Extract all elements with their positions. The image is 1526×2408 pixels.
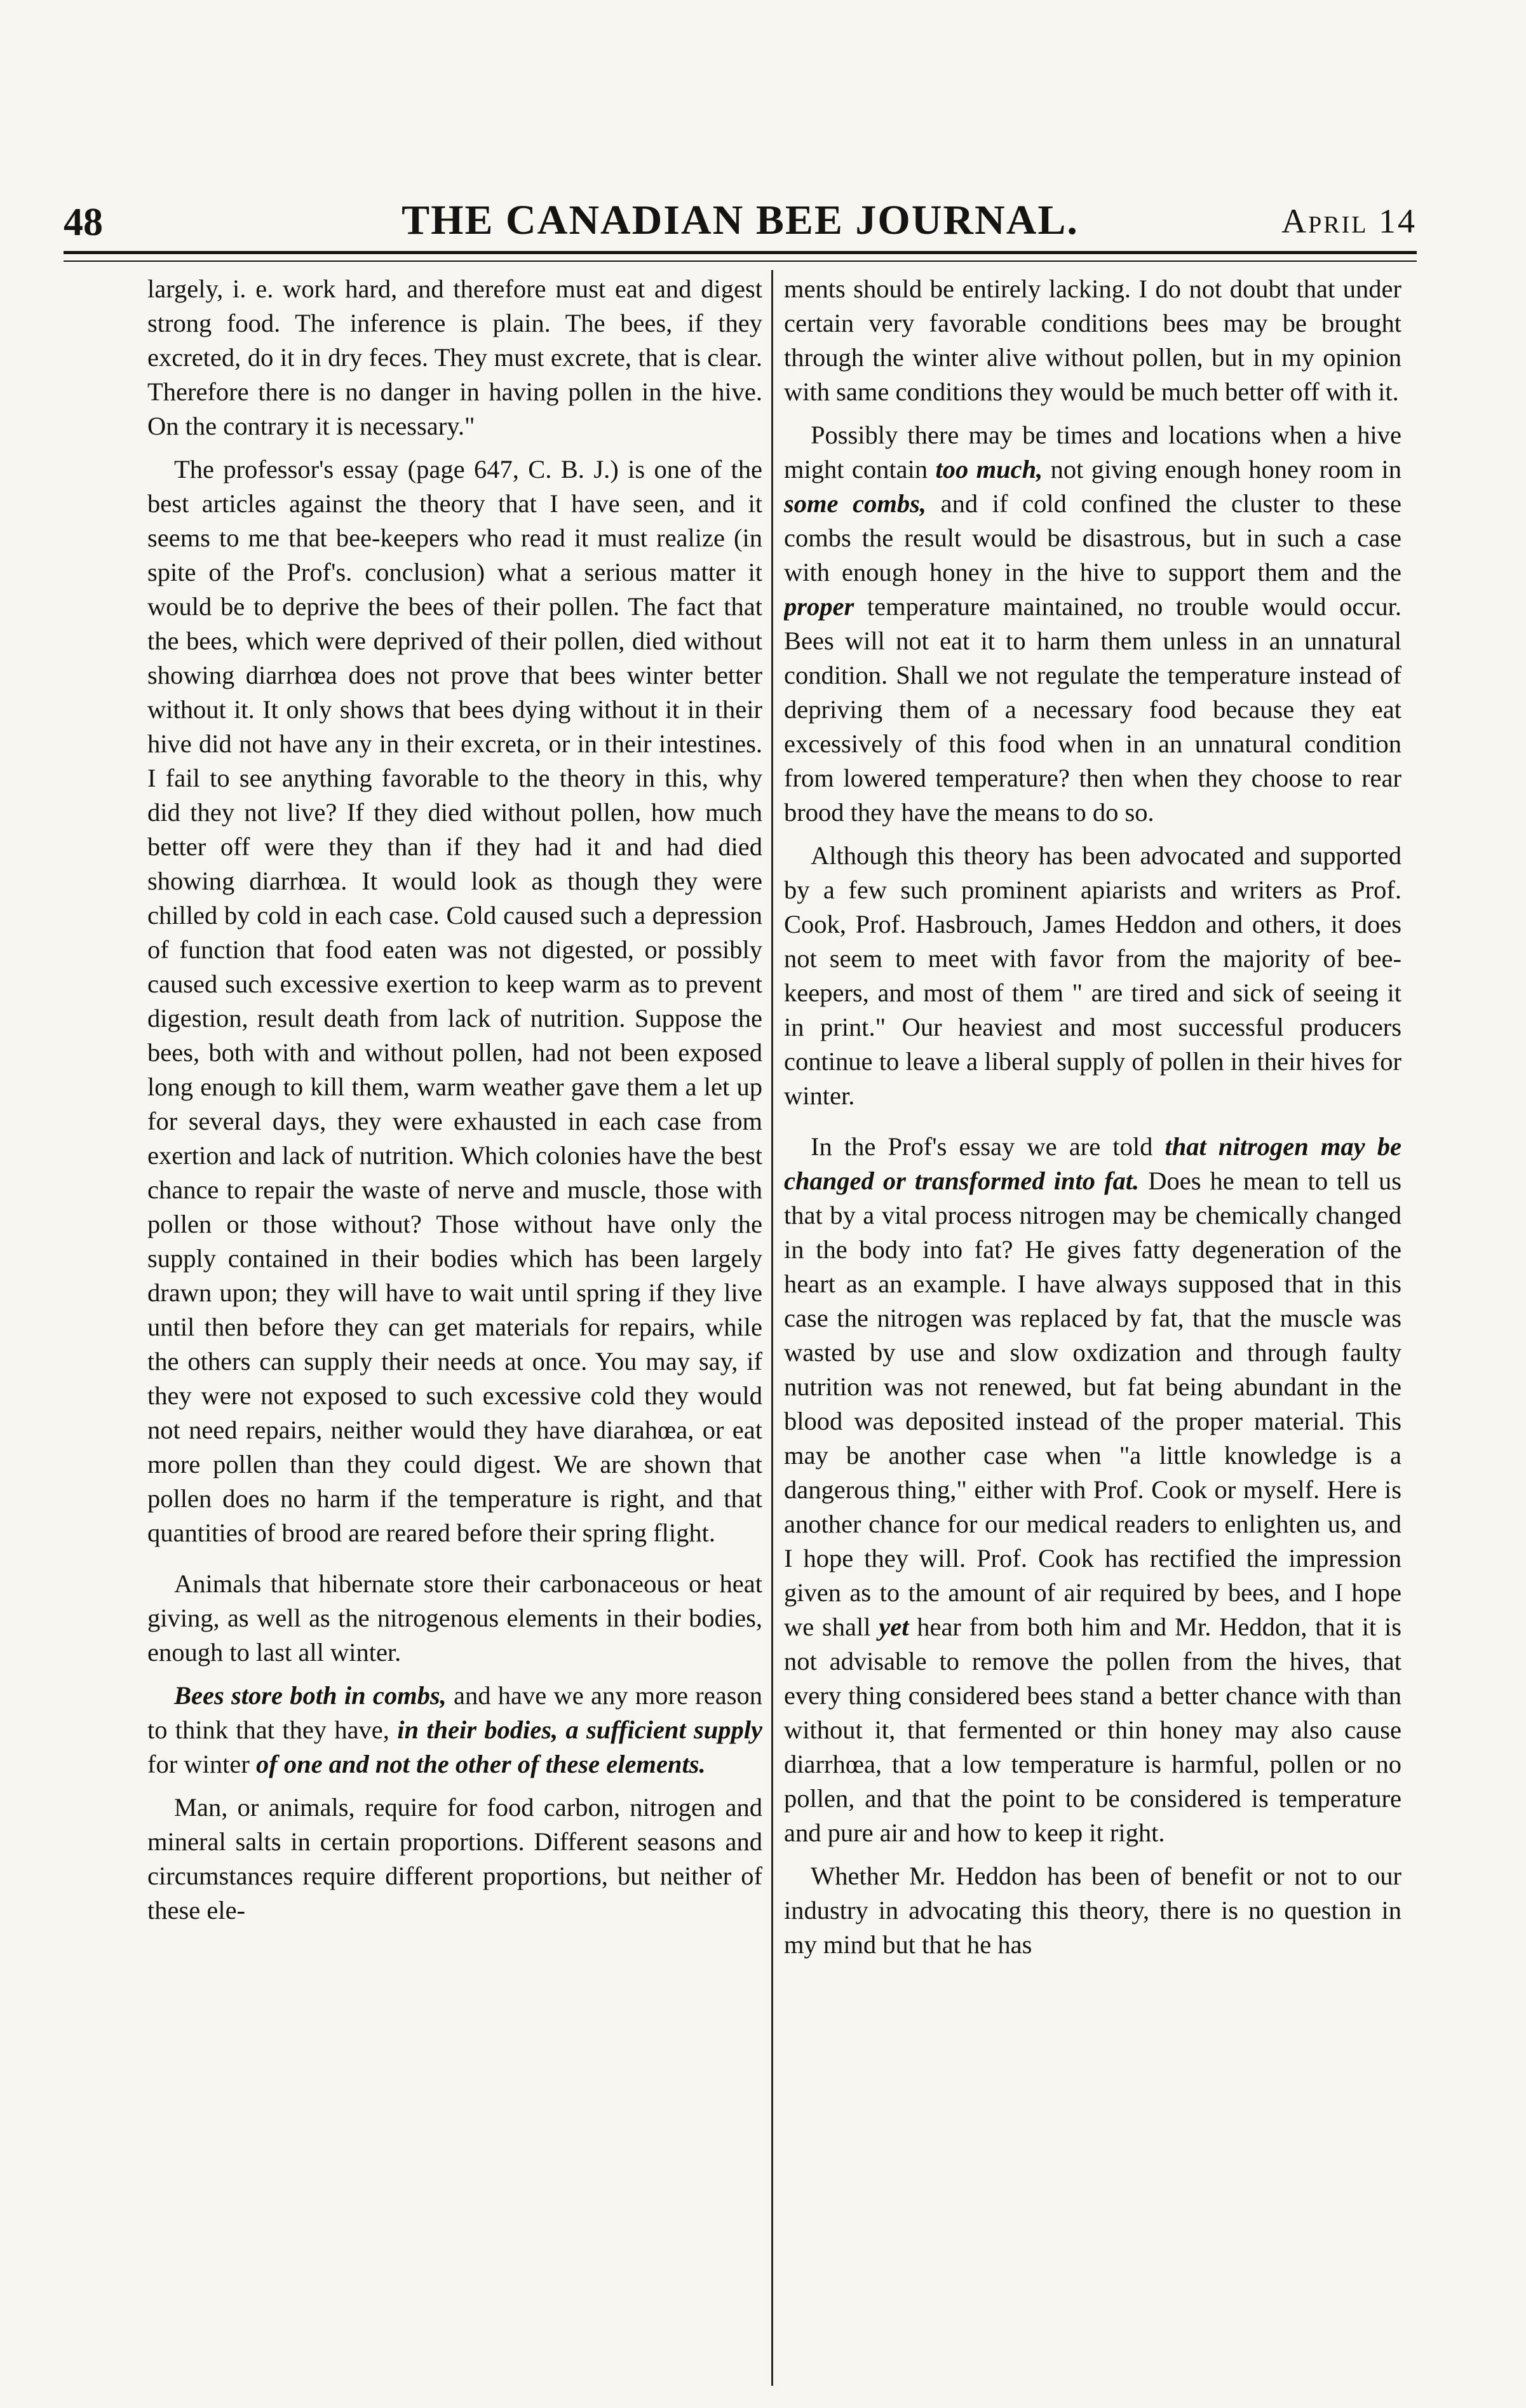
text-run: and have we any more reason to think that they have, <box>147 1681 762 1744</box>
page-number: 48 <box>64 201 103 244</box>
right-column <box>784 272 1401 2388</box>
paragraph <box>147 1679 762 1782</box>
paragraph: The professor's essay (page 647, C. B. J.) is one of the best articles against the theory that I have seen, and it seems to me that bee-keepers who read it must realize (in spite of the Prof's. conclusion) what a serious matter it would be to deprive the bees of their pollen. The fact that the bees, which were deprived of their pollen, died without showing diarrhœa does not prove that bees winter better without it. It only shows that bees dying without it in their hive did not have any in their excreta, or in their intestines. I fail to see anything favorable to the theory in this, why did they not live? If they died without pollen, how much better off were they than if they had it and had died showing diarrhœa. It would look as though they were chilled by cold in each case. Cold caused such a depression of function that food eaten was not digested, or possibly caused such excessive exertion to keep warm as to prevent digestion, result death from lack of nutrition. Suppose the bees, both with and without pollen, had not been exposed long enough to kill them, warm weather gave them a let up for several days, they were exhausted in each case from exertion and lack of nutrition. Which colonies have the best chance to repair the waste of nerve and muscle, those with pollen or those without? Those without have only the supply contained in their bodies which has been largely drawn upon; they will have to wait until spring if they live until then before they can get materials for repairs, while the others can supply their needs at once. You may say, if they were not exposed to such excessive cold they would not need repairs, neither would they have diarahœa, or eat more pollen than they could digest. We are shown that pollen does no harm if the temperature is right, and that quantities of brood are reared before their spring flight. <box>147 455 762 1547</box>
text-run: In the Prof's essay we are told <box>811 1132 1165 1161</box>
emphasis: of one and not the other of these elements. <box>255 1750 706 1778</box>
emphasis: proper <box>784 592 854 621</box>
paragraph <box>784 1130 1401 1850</box>
header-rule-thin <box>64 260 1417 262</box>
emphasis: too much, <box>935 455 1043 484</box>
header-rule-thick <box>64 251 1417 254</box>
text-run: not giving enough honey room in <box>1043 455 1401 484</box>
paragraph <box>784 418 1401 830</box>
paragraph: Whether Mr. Heddon has been of benefit or not to our industry in advocating this theory, there is no question in my mind but that he has <box>784 1862 1401 1959</box>
emphasis: that nitrogen may be changed or transformed into fat. <box>784 1132 1401 1195</box>
text-run: Possibly there may be times and locations when a hive might contain <box>784 421 1401 484</box>
paragraph: ments should be entirely lacking. I do not doubt that under certain very favorable conditions bees may be brought through the winter alive without pollen, but in my opinion with same conditions they would be much better off with it. <box>784 274 1401 406</box>
paragraph: largely, i. e. work hard, and therefore must eat and digest strong food. The inference is plain. The bees, if they excreted, do it in dry feces. They must excrete, that is clear. Therefore there is no danger in having pollen in the hive. On the contrary it is necessary." <box>147 274 762 440</box>
text-run: hear from both him and Mr. Heddon, that it is not advisable to remove the pollen from the hives, that every thing considered bees stand a better chance with than without it, that fermented or thin honey may also cause diarrhœa, that a low temperature is harmful, pollen or no pollen, and that the point to be considered is temperature and pure air and how to keep it right. <box>784 1613 1401 1847</box>
emphasis: some combs, <box>784 489 927 518</box>
text-run: Does he mean to tell us that by a vital process nitrogen may be chemically changed in the body into fat? He gives fatty degeneration of the heart as an example. I have always supposed that in this case the nitrogen was replaced by fat, that the muscle was wasted by use and slow oxdization and through faulty nutrition was not renewed, but fat being abundant in the blood was deposited instead of the proper material. This may be another case when "a little knowledge is a dangerous thing," either with Prof. Cook or myself. Here is another chance for our medical readers to enlighten us, and I hope they will. Prof. Cook has rectified the impression given as to the amount of air required by bees, and I hope we shall <box>784 1167 1401 1641</box>
issue-date: April 14 <box>1281 202 1417 240</box>
text-run: temperature maintained, no trouble would occur. Bees will not eat it to harm them unless in an unnatural condition. Shall we not regulate the temperature instead of depriving them of a necessary food because they eat excessively of this food when in an unnatural condition from lowered temperature? then when they choose to rear brood they have the means to do so. <box>784 592 1401 827</box>
emphasis: in their bodies, a sufficient supply <box>397 1715 762 1744</box>
paragraph: Although this theory has been advocated and supported by a few such prominent apiarists and writers as Prof. Cook, Prof. Hasbrouch, James Heddon and others, it does not seem to meet with favor from the majority of bee-keepers, and most of them " are tired and sick of seeing it in print." Our heaviest and most successful producers continue to leave a liberal supply of pollen in their hives for winter. <box>784 841 1401 1110</box>
paragraph: Man, or animals, require for food carbon, nitrogen and mineral salts in certain proportions. Different seasons and circumstances require different proportions, but neither of these ele- <box>147 1793 762 1924</box>
left-column <box>147 272 762 2388</box>
text-run: for winter <box>147 1750 256 1778</box>
emphasis: yet <box>879 1613 909 1641</box>
column-divider <box>771 270 773 2386</box>
text-run: and if cold confined the cluster to these combs the result would be disastrous, but in such a case with enough honey in the hive to support them and the <box>784 489 1401 586</box>
paragraph: Animals that hibernate store their carbonaceous or heat giving, as well as the nitrogenous elements in their bodies, enough to last all winter. <box>147 1569 762 1667</box>
emphasis: Bees store both in combs, <box>174 1681 447 1710</box>
journal-title: THE CANADIAN BEE JOURNAL. <box>402 197 1079 243</box>
